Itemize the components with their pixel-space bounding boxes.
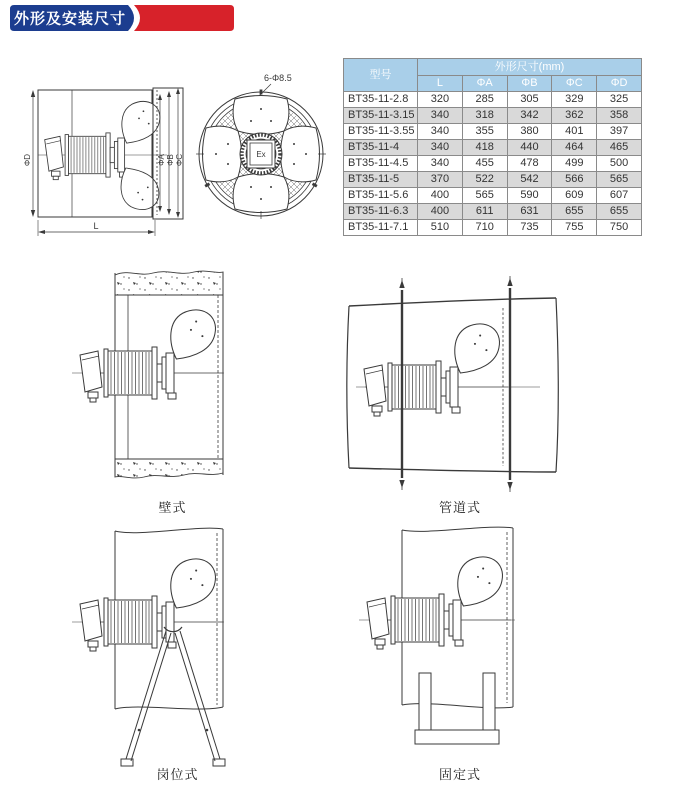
value-cell: 401 — [552, 124, 597, 140]
post-mount-drawing — [78, 523, 238, 775]
dim-label-phi-c: ΦC — [175, 153, 184, 167]
value-cell: 611 — [462, 204, 507, 220]
wall-mount-drawing — [78, 263, 228, 485]
value-cell: 318 — [462, 108, 507, 124]
table-row — [344, 108, 642, 124]
dim-label-phi-d: ΦD — [23, 153, 32, 167]
value-cell: 340 — [418, 156, 463, 172]
table-row — [344, 188, 642, 204]
table-row — [344, 156, 642, 172]
model-cell: BT35-11-4.5 — [344, 156, 418, 172]
table-row — [344, 92, 642, 108]
value-cell: 400 — [418, 204, 463, 220]
column-header: ΦB — [507, 76, 552, 92]
column-header: ΦA — [462, 76, 507, 92]
value-cell: 340 — [418, 124, 463, 140]
table-row — [344, 172, 642, 188]
dim-label-l: L — [93, 221, 99, 231]
table-row — [344, 204, 642, 220]
value-cell: 500 — [597, 156, 642, 172]
value-cell: 342 — [507, 108, 552, 124]
fixed-base-bracket — [415, 673, 499, 744]
model-cell: BT35-11-7.1 — [344, 220, 418, 236]
figure-label-post: 岗位式 — [156, 767, 199, 782]
fixed-mount-drawing — [358, 523, 538, 768]
figure-label-fixed: 固定式 — [438, 767, 481, 782]
value-cell: 542 — [507, 172, 552, 188]
value-cell: 755 — [552, 220, 597, 236]
value-cell: 566 — [552, 172, 597, 188]
model-cell: BT35-11-2.8 — [344, 92, 418, 108]
motor-hub — [240, 133, 282, 175]
figure-label-duct: 管道式 — [438, 500, 481, 515]
value-cell: 320 — [418, 92, 463, 108]
dimensions-group-header: 外形尺寸(mm) — [418, 59, 642, 76]
table-row — [344, 124, 642, 140]
section-banner — [10, 5, 235, 31]
wall-break-top — [115, 271, 223, 295]
value-cell: 655 — [552, 204, 597, 220]
model-column-header: 型号 — [344, 59, 418, 92]
banner-red-ribbon — [134, 5, 234, 31]
page-title: 外形及安装尺寸 — [13, 10, 127, 28]
value-cell: 710 — [462, 220, 507, 236]
value-cell: 305 — [507, 92, 552, 108]
value-cell: 735 — [507, 220, 552, 236]
value-cell: 285 — [462, 92, 507, 108]
model-cell: BT35-11-5 — [344, 172, 418, 188]
value-cell: 397 — [597, 124, 642, 140]
value-cell: 465 — [597, 140, 642, 156]
wall-break-bottom — [115, 459, 223, 478]
model-cell: BT35-11-4 — [344, 140, 418, 156]
value-cell: 478 — [507, 156, 552, 172]
value-cell: 380 — [507, 124, 552, 140]
value-cell: 370 — [418, 172, 463, 188]
column-header: ΦD — [597, 76, 642, 92]
value-cell: 455 — [462, 156, 507, 172]
model-cell: BT35-11-3.15 — [344, 108, 418, 124]
fan-side-view-drawing — [20, 48, 195, 243]
value-cell: 362 — [552, 108, 597, 124]
value-cell: 418 — [462, 140, 507, 156]
column-header: ΦC — [552, 76, 597, 92]
figure-label-wall: 壁式 — [158, 500, 187, 515]
value-cell: 329 — [552, 92, 597, 108]
value-cell: 631 — [507, 204, 552, 220]
dimension-table — [343, 58, 642, 236]
value-cell: 499 — [552, 156, 597, 172]
value-cell: 358 — [597, 108, 642, 124]
value-cell: 400 — [418, 188, 463, 204]
value-cell: 340 — [418, 108, 463, 124]
value-cell: 565 — [597, 172, 642, 188]
value-cell: 565 — [462, 188, 507, 204]
value-cell: 510 — [418, 220, 463, 236]
value-cell: 325 — [597, 92, 642, 108]
model-cell: BT35-11-3.55 — [344, 124, 418, 140]
value-cell: 590 — [507, 188, 552, 204]
value-cell: 440 — [507, 140, 552, 156]
dim-label-phi-b: ΦB — [166, 154, 175, 166]
value-cell: 655 — [597, 204, 642, 220]
model-cell: BT35-11-5.6 — [344, 188, 418, 204]
value-cell: 340 — [418, 140, 463, 156]
bolt-note: 6-Φ8.5 — [264, 73, 292, 83]
duct-mount-drawing — [345, 272, 560, 480]
table-row — [344, 140, 642, 156]
value-cell: 750 — [597, 220, 642, 236]
ex-mark: Ex — [256, 150, 266, 159]
value-cell: 355 — [462, 124, 507, 140]
dim-label-phi-a: ΦA — [157, 154, 166, 166]
column-header: L — [418, 76, 463, 92]
value-cell: 607 — [597, 188, 642, 204]
motor-assembly — [38, 101, 167, 179]
model-cell: BT35-11-6.3 — [344, 204, 418, 220]
value-cell: 522 — [462, 172, 507, 188]
fan-front-view-drawing — [195, 55, 340, 225]
value-cell: 609 — [552, 188, 597, 204]
value-cell: 464 — [552, 140, 597, 156]
table-row — [344, 220, 642, 236]
